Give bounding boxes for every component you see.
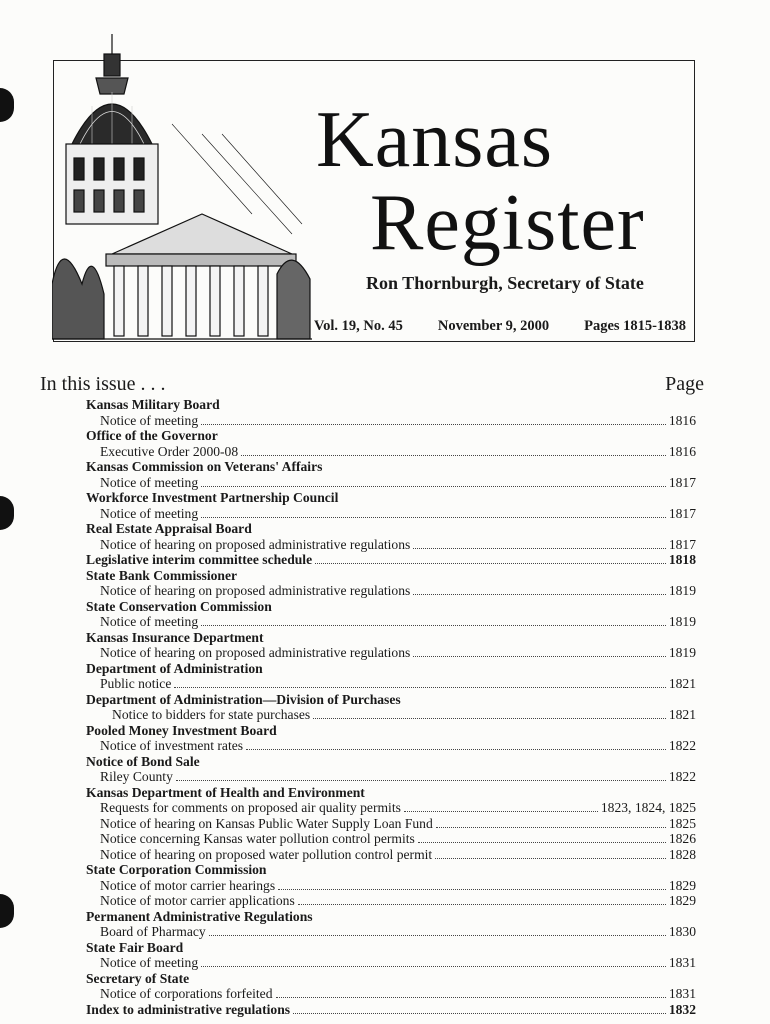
toc-entry-label: Notice of meeting bbox=[100, 474, 199, 490]
toc-entry[interactable] bbox=[86, 475, 696, 491]
toc-entry-page: 1816 bbox=[668, 443, 696, 459]
toc-entry-page: 1826 bbox=[668, 831, 696, 846]
leader-dots bbox=[176, 769, 666, 781]
toc-section bbox=[86, 459, 696, 490]
toc-entry[interactable] bbox=[86, 645, 696, 661]
leader-dots bbox=[315, 552, 666, 564]
toc-entry-page: 1831 bbox=[668, 955, 696, 970]
toc-section bbox=[86, 552, 696, 568]
leader-dots bbox=[201, 413, 666, 425]
toc-entry-page: 1816 bbox=[668, 412, 696, 428]
toc-entry-label: Notice of investment rates bbox=[100, 738, 244, 753]
toc-entry[interactable] bbox=[86, 878, 696, 894]
toc-section-title: State Bank Commissioner bbox=[86, 567, 238, 583]
binder-hole-top bbox=[0, 88, 14, 122]
toc-section bbox=[86, 723, 696, 754]
toc-entry-page: 1817 bbox=[668, 536, 696, 552]
leader-dots bbox=[313, 707, 666, 719]
toc-entry[interactable] bbox=[86, 583, 696, 599]
toc-section bbox=[86, 661, 696, 692]
toc-entry-label: Notice of hearing on Kansas Public Water Supply Loan Fund bbox=[100, 815, 433, 831]
toc-section bbox=[86, 428, 696, 459]
leader-dots bbox=[404, 800, 598, 812]
toc-section bbox=[86, 397, 696, 428]
toc-entry[interactable] bbox=[86, 924, 696, 940]
leader-dots bbox=[436, 816, 666, 828]
toc-section-title: Kansas Insurance Department bbox=[86, 629, 264, 645]
toc-entry-page: 1829 bbox=[668, 893, 696, 908]
toc-entry-page: 1822 bbox=[668, 769, 696, 784]
toc-section-title: Secretary of State bbox=[86, 970, 190, 986]
toc-section-title: Permanent Administrative Regulations bbox=[86, 908, 313, 924]
toc-entry-label: Requests for comments on proposed air quality permits bbox=[100, 800, 401, 815]
toc-section bbox=[86, 785, 696, 863]
toc-section-title: Workforce Investment Partnership Council bbox=[86, 490, 339, 505]
toc-entry-label: Notice of corporations forfeited bbox=[100, 986, 273, 1001]
leader-dots bbox=[201, 475, 666, 487]
leader-dots bbox=[298, 893, 666, 905]
register-title-register: Register bbox=[370, 179, 645, 267]
leader-dots bbox=[201, 506, 666, 518]
toc-entry-page: 1817 bbox=[668, 474, 696, 490]
toc-entry-page: 1821 bbox=[668, 676, 696, 691]
toc-entry-label: Notice of meeting bbox=[100, 955, 199, 970]
toc-entry[interactable] bbox=[86, 413, 696, 429]
volume-number: Vol. 19, No. 45 bbox=[314, 318, 403, 334]
toc-section-title: Office of the Governor bbox=[86, 428, 218, 443]
toc-entry-page: 1823, 1824, 1825 bbox=[600, 800, 696, 815]
toc-entry[interactable] bbox=[86, 816, 696, 832]
leader-dots bbox=[246, 738, 666, 750]
capitol-building-illustration bbox=[52, 34, 312, 344]
toc-entry[interactable] bbox=[86, 847, 696, 863]
toc-entry-label: Notice to bidders for state purchases bbox=[112, 707, 311, 722]
toc-entry[interactable] bbox=[86, 893, 696, 909]
toc-entry-page: 1829 bbox=[668, 877, 696, 893]
toc-entry[interactable] bbox=[86, 986, 696, 1002]
binder-hole-middle bbox=[0, 496, 14, 530]
toc-section-title: Kansas Department of Health and Environment bbox=[86, 784, 365, 800]
issue-info-line bbox=[314, 318, 694, 335]
toc-section bbox=[86, 490, 696, 521]
toc-section bbox=[86, 1002, 696, 1018]
page-range: Pages 1815-1838 bbox=[584, 318, 686, 334]
toc-section-title: State Conservation Commission bbox=[86, 598, 272, 614]
toc-entry[interactable] bbox=[86, 552, 696, 568]
leader-dots bbox=[174, 676, 665, 688]
toc-entry[interactable] bbox=[86, 738, 696, 754]
toc-entry-label: Notice concerning Kansas water pollution control permits bbox=[100, 831, 415, 846]
toc-section bbox=[86, 568, 696, 599]
table-of-contents bbox=[86, 397, 696, 1017]
toc-section-title: Pooled Money Investment Board bbox=[86, 722, 277, 738]
issue-date: November 9, 2000 bbox=[437, 318, 550, 334]
toc-section-title: Kansas Commission on Veterans' Affairs bbox=[86, 459, 323, 474]
toc-entry-page: 1832 bbox=[668, 1001, 696, 1017]
leader-dots bbox=[413, 583, 666, 595]
toc-section-title: Notice of Bond Sale bbox=[86, 753, 200, 769]
toc-entry-page: 1819 bbox=[668, 583, 696, 598]
leader-dots bbox=[278, 878, 666, 890]
toc-entry[interactable] bbox=[86, 707, 696, 723]
toc-entry-label: Board of Pharmacy bbox=[100, 924, 206, 939]
leader-dots bbox=[435, 847, 666, 859]
toc-entry[interactable] bbox=[86, 1002, 696, 1018]
leader-dots bbox=[413, 537, 666, 549]
toc-section bbox=[86, 630, 696, 661]
toc-entry[interactable] bbox=[86, 769, 696, 785]
leader-dots bbox=[413, 645, 666, 657]
toc-entry-page: 1819 bbox=[668, 645, 696, 660]
toc-section-title: Department of Administration bbox=[86, 660, 263, 676]
toc-entry[interactable] bbox=[86, 831, 696, 847]
toc-entry-page: 1818 bbox=[668, 552, 696, 567]
secretary-of-state-line: Ron Thornburgh, Secretary of State bbox=[366, 273, 644, 293]
toc-entry-page: 1831 bbox=[668, 986, 696, 1001]
toc-entry-page: 1819 bbox=[668, 614, 696, 629]
toc-entry[interactable] bbox=[86, 676, 696, 692]
toc-entry-page: 1821 bbox=[668, 707, 696, 722]
toc-section bbox=[86, 971, 696, 1002]
leader-dots bbox=[293, 1002, 666, 1014]
toc-entry-label: Index to administrative regulations bbox=[86, 1001, 291, 1017]
toc-entry-label: Notice of meeting bbox=[100, 505, 199, 521]
leader-dots bbox=[241, 444, 666, 456]
leader-dots bbox=[418, 831, 666, 843]
leader-dots bbox=[276, 986, 666, 998]
register-title-kansas: Kansas bbox=[316, 96, 554, 184]
binder-hole-bottom bbox=[0, 894, 14, 928]
leader-dots bbox=[209, 924, 666, 936]
toc-section-title: Department of Administration—Division of Purchases bbox=[86, 691, 401, 707]
toc-section bbox=[86, 940, 696, 971]
toc-entry[interactable] bbox=[86, 614, 696, 630]
toc-section bbox=[86, 909, 696, 940]
toc-section bbox=[86, 599, 696, 630]
toc-section-title: State Corporation Commission bbox=[86, 862, 267, 877]
leader-dots bbox=[201, 955, 666, 967]
toc-entry-label: Notice of hearing on proposed administrative regulations bbox=[100, 645, 411, 660]
toc-entry-page: 1828 bbox=[668, 846, 696, 862]
toc-entry[interactable] bbox=[86, 955, 696, 971]
toc-entry-label: Legislative interim committee schedule bbox=[86, 552, 313, 567]
toc-entry-label: Notice of meeting bbox=[100, 412, 199, 428]
toc-entry-label: Executive Order 2000-08 bbox=[100, 443, 239, 459]
toc-entry-label: Notice of hearing on proposed water pollution control permit bbox=[100, 846, 433, 862]
page-column-heading: Page bbox=[665, 373, 704, 395]
toc-section bbox=[86, 521, 696, 552]
toc-entry-label: Notice of meeting bbox=[100, 614, 199, 629]
toc-entry-page: 1817 bbox=[668, 505, 696, 521]
toc-entry-page: 1825 bbox=[668, 815, 696, 831]
toc-entry-label: Notice of hearing on proposed administrative regulations bbox=[100, 536, 411, 552]
toc-section bbox=[86, 754, 696, 785]
toc-section bbox=[86, 862, 696, 909]
toc-entry[interactable] bbox=[86, 537, 696, 553]
toc-entry-label: Public notice bbox=[100, 676, 172, 691]
leader-dots bbox=[201, 614, 666, 626]
toc-section-title: Real Estate Appraisal Board bbox=[86, 521, 252, 536]
toc-entry-label: Riley County bbox=[100, 769, 173, 784]
toc-entry-label: Notice of hearing on proposed administrative regulations bbox=[100, 583, 411, 598]
in-this-issue-heading: In this issue . . . bbox=[40, 373, 166, 395]
toc-entry-label: Notice of motor carrier applications bbox=[100, 893, 295, 908]
toc-entry[interactable] bbox=[86, 800, 696, 816]
toc-section bbox=[86, 692, 696, 723]
toc-section-title: Kansas Military Board bbox=[86, 397, 220, 412]
toc-entry-page: 1822 bbox=[668, 738, 696, 753]
toc-entry-label: Notice of motor carrier hearings bbox=[100, 877, 276, 893]
toc-section-title: State Fair Board bbox=[86, 939, 184, 955]
toc-entry[interactable] bbox=[86, 506, 696, 522]
toc-entry[interactable] bbox=[86, 444, 696, 460]
toc-entry-page: 1830 bbox=[668, 924, 696, 939]
